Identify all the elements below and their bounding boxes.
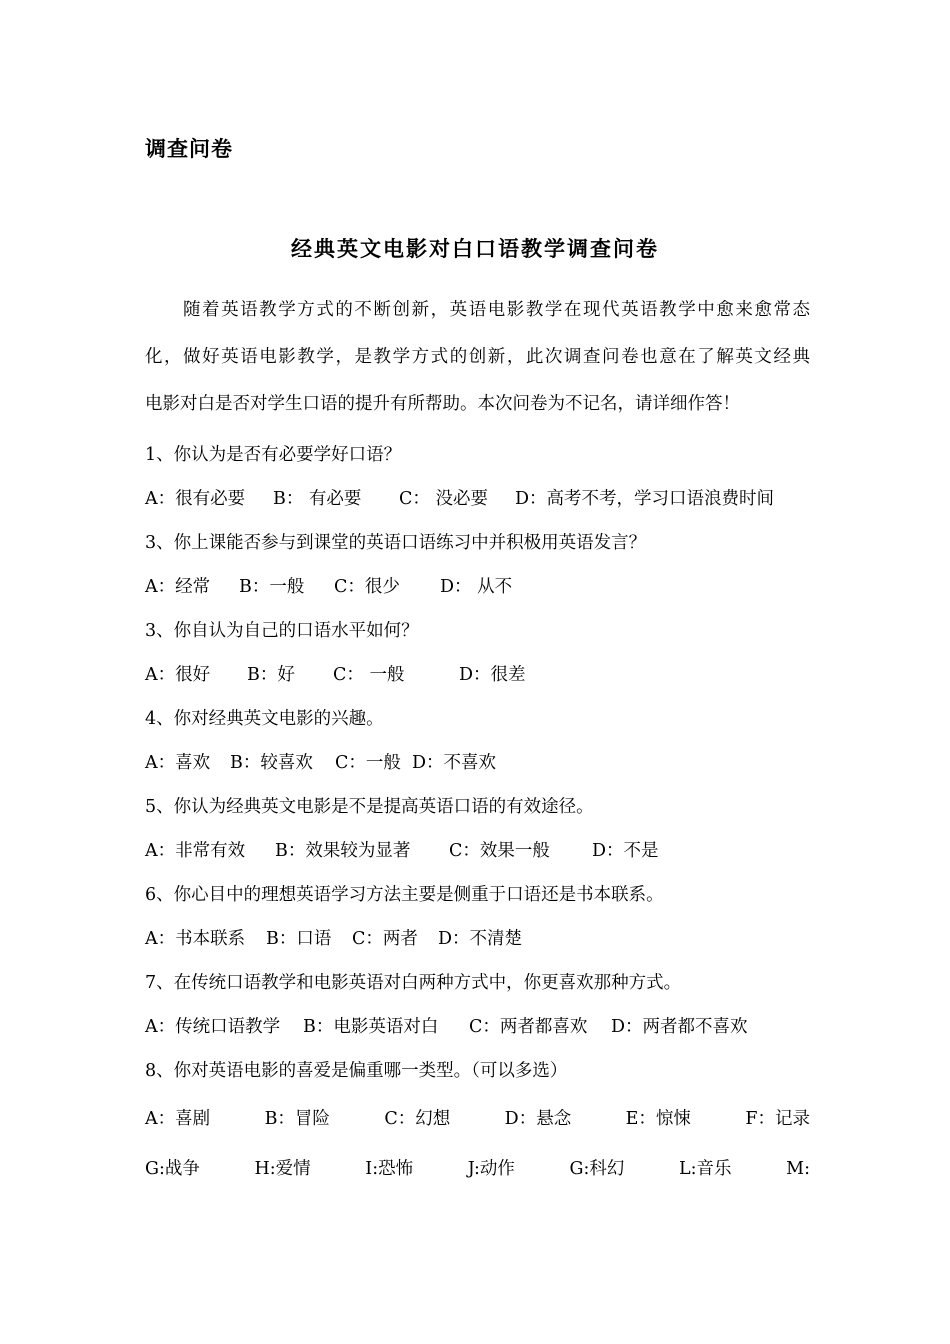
option-c: C：两者都喜欢 xyxy=(469,1017,588,1037)
option-l: L:音乐 xyxy=(679,1159,732,1179)
option-b: B：一般 xyxy=(239,577,305,597)
options-2 xyxy=(145,569,810,613)
option-d: D：很差 xyxy=(459,665,526,685)
option-h: H:爱情 xyxy=(254,1159,311,1179)
option-e: E：惊悚 xyxy=(625,1109,691,1129)
option-d: D： 从不 xyxy=(440,577,513,597)
option-a: A：非常有效 xyxy=(145,841,246,861)
intro-line: 化，做好英语电影教学，是教学方式的创新，此次调查问卷也意在了解英文经典 xyxy=(145,347,810,367)
option-f: F：记录 xyxy=(745,1109,810,1129)
option-a: A：经常 xyxy=(145,577,211,597)
option-c: C：幻想 xyxy=(384,1109,451,1129)
option-a: A：很有必要 xyxy=(145,489,246,509)
question-3: 3、你自认为自己的口语水平如何？ xyxy=(145,621,419,641)
options-3 xyxy=(145,657,810,701)
intro-line: 电影对白是否对学生口语的提升有所帮助。本次问卷为不记名，请详细作答！ xyxy=(145,394,740,414)
question-list xyxy=(145,437,810,1197)
question-2: 3、你上课能否参与到课堂的英语口语练习中并积极用英语发言？ xyxy=(145,533,647,553)
option-c: C：很少 xyxy=(334,577,400,597)
option-c: C： 一般 xyxy=(333,665,405,685)
option-c: C： 没必要 xyxy=(399,489,488,509)
option-a: A：喜欢 xyxy=(145,753,211,773)
option-b: B：冒险 xyxy=(264,1109,330,1129)
question-6: 6、你心目中的理想英语学习方法主要是侧重于口语还是书本联系。 xyxy=(145,885,664,905)
option-c: C：效果一般 xyxy=(449,841,550,861)
option-b: B：好 xyxy=(247,665,295,685)
option-d: D：悬念 xyxy=(504,1109,572,1129)
option-a: A：喜剧 xyxy=(145,1109,211,1129)
options-6 xyxy=(145,921,810,965)
option-c: C：两者 xyxy=(352,929,418,949)
option-b: B： 有必要 xyxy=(273,489,362,509)
option-b: B：较喜欢 xyxy=(230,753,313,773)
intro-line: 随着英语教学方式的不断创新，英语电影教学在现代英语教学中愈来愈常态 xyxy=(183,300,810,320)
option-d: D：不是 xyxy=(592,841,659,861)
question-5: 5、你认为经典英文电影是不是提高英语口语的有效途径。 xyxy=(145,797,594,817)
survey-title: 经典英文电影对白口语教学调查问卷 xyxy=(291,237,659,261)
option-a: A：传统口语教学 xyxy=(145,1017,281,1037)
option-g: G:战争 xyxy=(145,1159,200,1179)
question-7: 7、在传统口语教学和电影英语对白两种方式中，你更喜欢那种方式。 xyxy=(145,973,682,993)
option-i: I:恐怖 xyxy=(365,1159,414,1179)
intro-paragraph xyxy=(145,290,810,431)
question-4: 4、你对经典英文电影的兴趣。 xyxy=(145,709,384,729)
options-8-row-1 xyxy=(145,1097,810,1147)
option-k: G:科幻 xyxy=(569,1159,625,1179)
option-a: A：书本联系 xyxy=(145,929,246,949)
option-c: C：一般 xyxy=(335,753,401,773)
options-4 xyxy=(145,745,810,789)
question-1: 1、你认为是否有必要学好口语？ xyxy=(145,445,402,465)
option-d: D：不清楚 xyxy=(438,929,523,949)
option-d: D：两者都不喜欢 xyxy=(611,1017,748,1037)
option-b: B：效果较为显著 xyxy=(275,841,411,861)
option-d: D：不喜欢 xyxy=(412,753,497,773)
option-b: B：电影英语对白 xyxy=(303,1017,439,1037)
options-7 xyxy=(145,1009,810,1053)
option-b: B：口语 xyxy=(266,929,332,949)
question-8: 8、你对英语电影的喜爱是偏重哪一类型。（可以多选） xyxy=(145,1061,568,1081)
options-5 xyxy=(145,833,810,877)
option-j: J:动作 xyxy=(467,1159,515,1179)
option-m: M: xyxy=(786,1159,810,1179)
options-8-row-2 xyxy=(145,1147,810,1197)
option-d: D：高考不考，学习口语浪费时间 xyxy=(515,489,775,509)
options-1 xyxy=(145,481,810,525)
option-a: A：很好 xyxy=(145,665,211,685)
document-heading: 调查问卷 xyxy=(145,137,233,161)
